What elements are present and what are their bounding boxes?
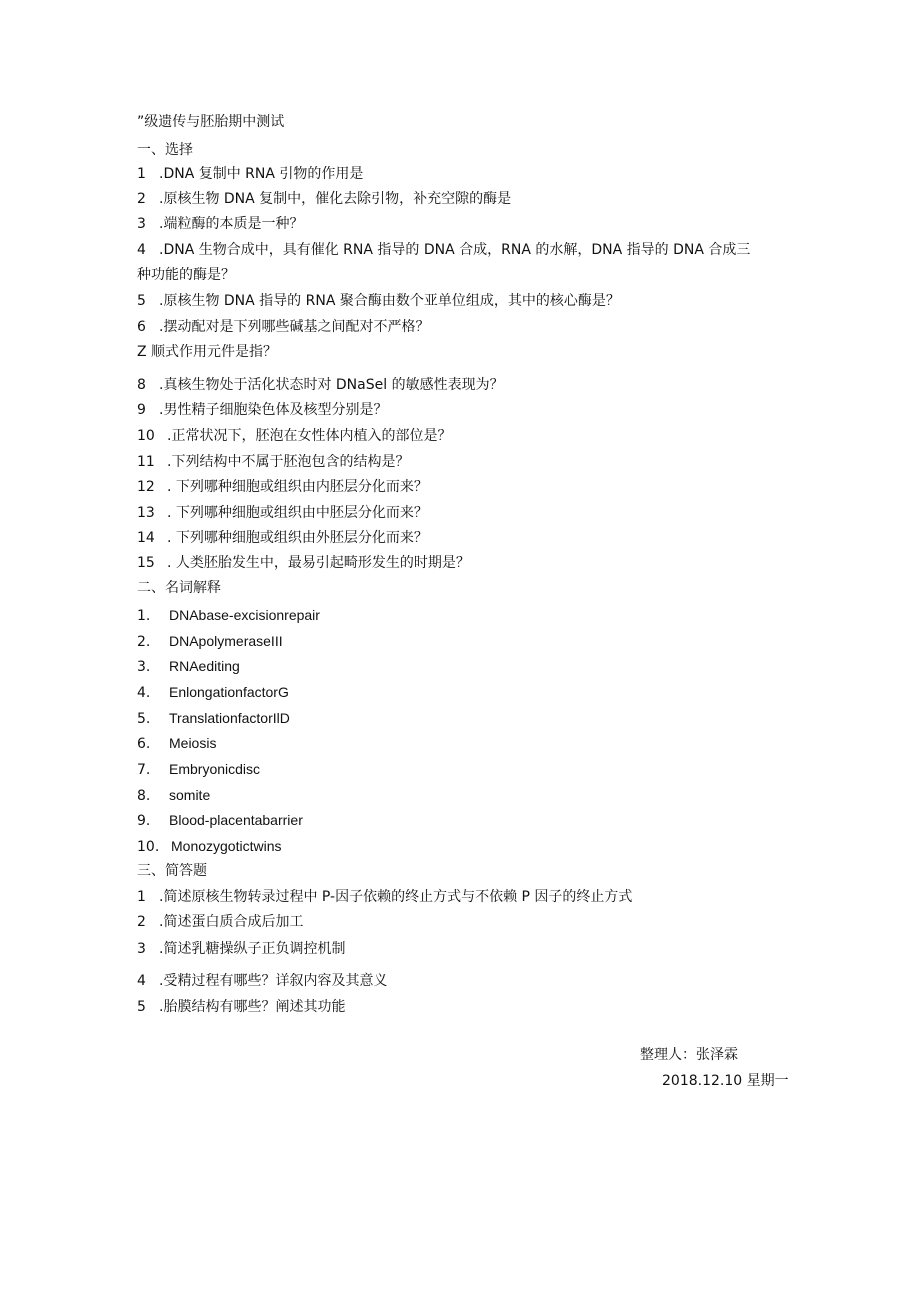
exam-title: ”级遗传与胚胎期中测试 xyxy=(137,114,285,130)
choice-item: 3 .端粒酶的本质是一种？ xyxy=(137,216,304,232)
choice-item: 14 . 下列哪种细胞或组织由外胚层分化而来？ xyxy=(137,530,428,546)
term-item: 6. Meiosis xyxy=(137,735,217,752)
short-answer-item: 3 .简述乳糖操纵子正负调控机制 xyxy=(137,941,346,957)
choice-item: 5 .原核生物 DNA 指导的 RNA 聚合酶由数个亚单位组成，其中的核心酶是？ xyxy=(137,293,620,309)
section-choice-heading: 一、选择 xyxy=(137,142,193,158)
term-item: 3. RNAediting xyxy=(137,658,240,675)
choice-item: 1 .DNA 复制中 RNA 引物的作用是 xyxy=(137,166,364,182)
choice-item: 6 .摆动配对是下列哪些碱基之间配对不严格？ xyxy=(137,319,430,335)
term-item: 7. Embryonicdisc xyxy=(137,761,261,778)
date-line: 2018.12.10 星期一 xyxy=(662,1073,789,1089)
term-item: 2. DNApolymeraseIII xyxy=(137,633,283,650)
term-item: 4. EnlongationfactorG xyxy=(137,684,289,701)
choice-item: 4 .DNA 生物合成中，具有催化 RNA 指导的 DNA 合成，RNA 的水解，DNA 指导的 DNA 合成三 xyxy=(137,242,751,258)
short-answer-item: 5 .胎膜结构有哪些？阐述其功能 xyxy=(137,999,346,1015)
choice-item: 12 . 下列哪种细胞或组织由内胚层分化而来？ xyxy=(137,479,428,495)
choice-item: 9 .男性精子细胞染色体及核型分别是？ xyxy=(137,402,388,418)
choice-item: 2 .原核生物 DNA 复制中，催化去除引物，补充空隙的酶是 xyxy=(137,191,512,207)
term-item: 8. somite xyxy=(137,787,211,804)
short-answer-item: 2 .简述蛋白质合成后加工 xyxy=(137,914,304,930)
short-answer-item: 4 .受精过程有哪些？详叙内容及其意义 xyxy=(137,973,388,989)
choice-item: 8 .真核生物处于活化状态时对 DNaSel 的敏感性表现为？ xyxy=(137,377,504,393)
choice-item: Z 顺式作用元件是指？ xyxy=(137,344,278,360)
choice-item-continuation: 种功能的酶是？ xyxy=(137,267,235,283)
choice-item: 13 . 下列哪种细胞或组织由中胚层分化而来？ xyxy=(137,505,428,521)
term-item: 5. TranslationfactorIlD xyxy=(137,710,290,727)
section-short-answer-heading: 三、简答题 xyxy=(137,863,207,879)
choice-item: 15 . 人类胚胎发生中，最易引起畸形发生的时期是？ xyxy=(137,555,470,571)
author-signature: 整理人：张泽霖 xyxy=(640,1047,738,1063)
section-terms-heading: 二、名词解释 xyxy=(137,580,221,596)
term-item: 9. Blood-placentabarrier xyxy=(137,812,303,829)
choice-item: 11 .下列结构中不属于胚泡包含的结构是？ xyxy=(137,454,410,470)
term-item: 1. DNAbase-excisionrepair xyxy=(137,607,320,624)
short-answer-item: 1 .简述原核生物转录过程中 P-因子依赖的终止方式与不依赖 P 因子的终止方式 xyxy=(137,889,633,905)
choice-item: 10 .正常状况下，胚泡在女性体内植入的部位是？ xyxy=(137,428,452,444)
term-item: 10. Monozygotictwins xyxy=(137,838,282,855)
